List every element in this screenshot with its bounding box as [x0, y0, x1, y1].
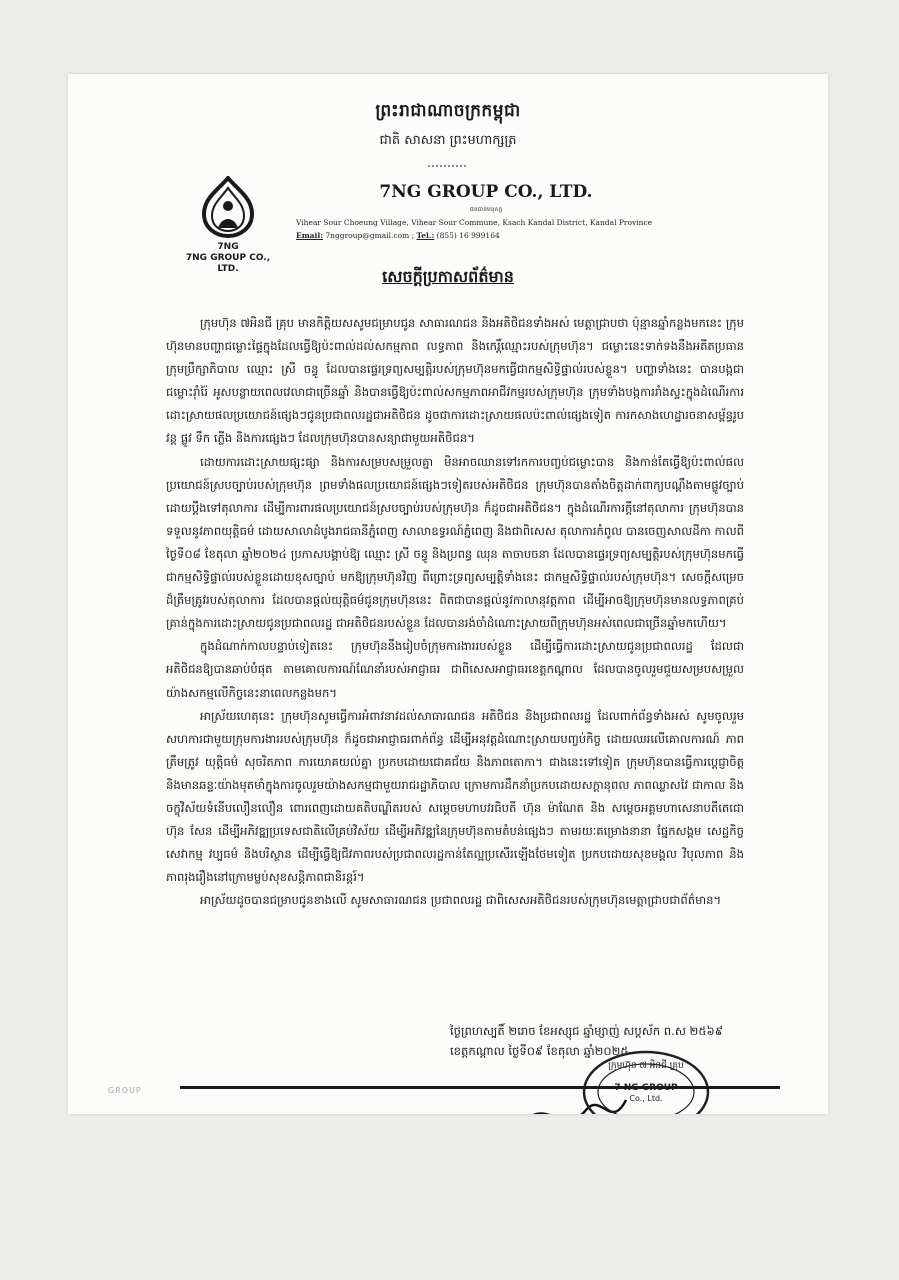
company-contact [296, 231, 676, 240]
email-label: Email: [296, 231, 323, 240]
footer-rule [180, 1086, 780, 1089]
company-seal-icon: ក្រុមហ៊ុន ៧ អិនជី គ្រុប Co., Ltd. ក្រុមប្រឹក្សាភិបាល [516, 1040, 716, 1114]
announcement-body [166, 312, 744, 912]
email-value: 7nggroup@gmail.com ; [325, 231, 415, 240]
logo-label: 7NG [217, 242, 239, 252]
paragraph-2: ដោយការដោះស្រាយផ្សះផ្សា និងការសម្របសម្រួលគ្នា មិនអាចឈានទៅរកការបញ្ចប់ជម្លោះបាន និងកាន់តែធ្វើឱ្យប៉ះពាល់ផលប្រយោជន៍ស្របច្បាប់របស់ក្រុមហ៊ុន ព្រមទាំងផលប្រយោជន៍ផ្សេងៗទៀតរបស់អតិថិជន ក្រុមហ៊ុនបានតាំងចិត្តដាក់ពាក្យបណ្តឹងតាមផ្លូវច្បាប់ ដោយប្តឹងទៅតុលាការ ដើម្បីការពារផលប្រយោជន៍ស្របច្បាប់របស់ក្រុមហ៊ុន ក៏ដូចជាអតិថិជន។ ក្នុងដំណើរការក្តីនៅតុលាការ ក្រុមហ៊ុនបានទទួលនូវភាពយុត្តិធម៌ ដោយសាលាដំបូងរាជធានីភ្នំពេញ សាលាឧទ្ធរណ៍ភ្នំពេញ និងជាពិសេស តុលាការកំពូល បានចេញសាលដីកា កាលពីថ្ងៃទី០៨ ខែតុលា ឆ្នាំ២០២៤ ប្រកាសបង្គាប់ឱ្យ ឈ្មោះ ស្រី ចន្ធូ និងប្រពន្ធ ឈុន តាចាបចនា ដែលបានផ្ទេរទ្រព្យសម្បត្តិរបស់ក្រុមហ៊ុនមកធ្វើជាកម្មសិទ្ធិផ្ទាល់របស់ខ្លួនដោយខុសច្បាប់ មកឱ្យក្រុមហ៊ុនវិញ ពីព្រោះទ្រព្យសម្បត្តិទាំងនេះ ជាកម្មសិទ្ធិផ្ទាល់របស់ក្រុមហ៊ុន។ សេចក្តីសម្រេចដ៏ត្រឹមត្រូវរបស់តុលាការ ដែលបានផ្តល់យុត្តិធម៌ជូនក្រុមហ៊ុននេះ ពិតជាបានផ្តល់នូវកាលានុវត្តភាព ដើម្បីអាចឱ្យក្រុមហ៊ុនមានលទ្ធភាពគ្រប់គ្រាន់ក្នុងការដោះស្រាយជូនប្រជាពលរដ្ឋ ជាអតិថិជនរបស់ខ្លួន ដែលបានរង់ចាំដំណោះស្រាយពីក្រុមហ៊ុនអស់ពេលជាច្រើនឆ្នាំមកហើយ។ [166, 454, 744, 631]
kingdom-heading: ព្រះរាជាណាចក្រកម្ពុជា [375, 101, 521, 121]
company-logo-icon [196, 176, 260, 240]
lunar-date: ថ្ងៃព្រហស្បតិ៍ ២រោច ខែអស្សុជ ឆ្នាំម្សាញ់ សប្តស័ក ព.ស ២៥៦៩ [450, 1024, 723, 1038]
tel-label: Tel.: [416, 231, 435, 240]
company-subtitle: ធនធានមនុស្ស [469, 206, 503, 213]
announcement-title: សេចក្តីប្រកាសព័ត៌មាន [382, 267, 514, 286]
paragraph-1: ក្រុមហ៊ុន ៧អិនជី គ្រុប មានកិត្តិយសសូមជម្រាបជូន សាធារណជន និងអតិថិជនទាំងអស់ មេត្តាជ្រាបថា ប៉ុន្មានឆ្នាំកន្លងមកនេះ ក្រុមហ៊ុនមានបញ្ហាជម្លោះផ្ទៃក្នុងដែលធ្វើឱ្យប៉ះពាល់ដល់សកម្មភាព លទ្ធភាព និងកេរ្តិ៍ឈ្មោះរបស់ក្រុមហ៊ុន។ ជម្លោះនេះទាក់ទងនឹងអតីតប្រធានក្រុមប្រឹក្សាភិបាល ឈ្មោះ ស្រី ចន្ធូ ដែលបានផ្ទេរទ្រព្យសម្បត្តិរបស់ក្រុមហ៊ុនមកធ្វើជាកម្មសិទ្ធិផ្ទាល់របស់ខ្លួន។ បញ្ហាទាំងនេះ បានបង្កជាជម្លោះរ៉ាំរ៉ៃ អូសបន្លាយពេលវេលាជាច្រើនឆ្នាំ និងបានធ្វើឱ្យប៉ះពាល់សកម្មភាពអាជីវកម្មរបស់ក្រុមហ៊ុន ក្រុមទាំងបង្កការរាំងស្ទះក្នុងដំណើរការដោះស្រាយផលប្រយោជន៍ផ្សេងៗជូនប្រជាពលរដ្ឋជាអតិថិជន ដូចជាការដោះស្រាយផលប៉ះពាល់ផ្សេងទៀត ការកសាងហេដ្ឋារចនាសម្ព័ន្ធរូបវន្ត ផ្លូវ ទឹក ភ្លើង និងការផ្សេងៗ ដែលក្រុមហ៊ុនបានសន្យាជាមួយអតិថិជន។ [166, 316, 744, 446]
logo-sub: 7NG GROUP CO., LTD. [185, 253, 271, 274]
footer-watermark: GROUP [108, 1086, 142, 1095]
tel-value: (855) 16 999164 [436, 231, 500, 240]
company-address: Vihear Sour Choeung Village, Vihear Sour Commune, Ksach Kandal District, Kandal Province [296, 218, 653, 227]
paragraph-3: ក្នុងដំណាក់កាលបន្ទាប់ទៀតនេះ ក្រុមហ៊ុននឹងរៀបចំក្រុមការងាររបស់ខ្លួន ដើម្បីធ្វើការដោះស្រាយជូនប្រជាពលរដ្ឋ ដែលជាអតិថិជនឱ្យបានឆាប់បំផុត តាមគោលការណ៍ណែនាំរបស់អាជ្ញាធរ ជាពិសេសអាជ្ញាធរខេត្តកណ្តាល ដែលបានចូលរួមជួយសម្របសម្រួលយ៉ាងសកម្មលើកិច្ចនេះនាពេលកន្លងមក។ [166, 639, 744, 700]
letter-page [68, 74, 828, 1128]
national-motto: ជាតិ សាសនា ព្រះមហាក្សត្រ [379, 133, 517, 148]
solar-date: ខេត្តកណ្តាល ថ្ងៃទី០៩ ខែតុលា ឆ្នាំ២០២៥ [450, 1044, 629, 1058]
seal-text-top: ក្រុមហ៊ុន ៧ អិនជី គ្រុប [608, 1061, 684, 1071]
seal-text-en2: Co., Ltd. [629, 1094, 663, 1103]
paragraph-4: អាស្រ័យហេតុនេះ ក្រុមហ៊ុនសូមធ្វើការអំពាវនាវដល់សាធារណជន អតិថិជន និងប្រជាពលរដ្ឋ ដែលពាក់ព័ន្ធទាំងអស់ សូមចូលរួមសហការជាមួយក្រុមការងាររបស់ក្រុមហ៊ុន ក៏ដូចជាអាជ្ញាធរពាក់ព័ន្ធ ដើម្បីអនុវត្តដំណោះស្រាយបញ្ចប់កិច្ច ដោយឈរលើគោលការណ៍ ភាពត្រឹមត្រូវ យុត្តិធម៌ សុចរិតភាព ការយោគយល់គ្នា ប្រកបដោយជោគជ័យ និងភាពតោកា។ ជាងនេះទៅទៀត ក្រុមហ៊ុនបានធ្វើការប្តេជ្ញាចិត្ត និងមានឆន្ទៈយ៉ាងមុតមាំក្នុងការចូលរួមយ៉ាងសកម្មជាមួយរាជរដ្ឋាភិបាល ក្រោមការដឹកនាំប្រកបដោយសក្តានុពល ភាពឈ្លាសវៃ ជាកាល និងចក្ខុវិស័យទំនើបលឿនលឿន ពោរពេញដោយគតិបណ្ឌិតរបស់ សម្តេចមហាបវរធិបតី ហ៊ុន ម៉ាណែត និង សម្តេចអគ្គមហាសេនាបតីតេជោ ហ៊ុន សែន ដើម្បីអភិវឌ្ឍប្រទេសជាតិលើគ្រប់វិស័យ ដើម្បីអភិវឌ្ឍនៃក្រុមហ៊ុនតាមតំបន់ផ្សេងៗ តាមរយៈគម្រោងនានា ផ្នែកសង្គម សេដ្ឋកិច្ច សេវាកម្ម វប្បធម៌ និងបរិស្ថាន ដើម្បីធ្វើឱ្យជីវភាពរបស់ប្រជាពលរដ្ឋកាន់តែល្អប្រសើរឡើងថែមទៀត ប្រកបដោយសុខមង្គល វិបុលភាព និងភាពរុងរឿងនៅក្រោមម្លប់សុខសន្តិភាពជានិរន្តរ៍។ [166, 708, 744, 885]
ornament-divider-icon [428, 162, 468, 170]
company-name: 7NG GROUP CO., LTD. [379, 182, 593, 202]
paragraph-5: អាស្រ័យដូចបានជម្រាបជូនខាងលើ សូមសាធារណជន ប្រជាពលរដ្ឋ ជាពិសេសអតិថិជនរបស់ក្រុមហ៊ុនមេត្តាជ្រាបជាព័ត៌មាន។ [200, 893, 722, 908]
